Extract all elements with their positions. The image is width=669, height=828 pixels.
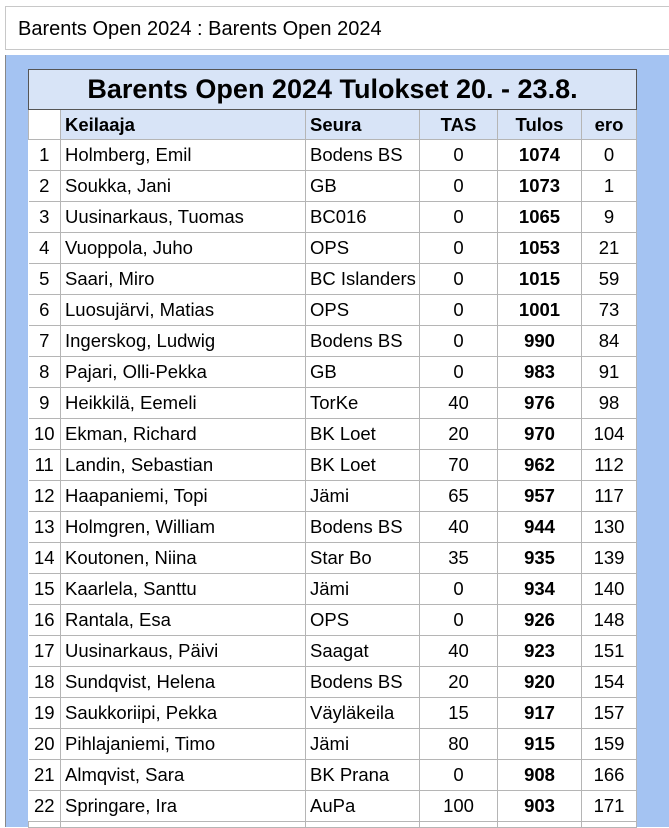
- diff-value: 130: [582, 512, 637, 543]
- player-name: Saukkoriipi, Pekka: [61, 698, 306, 729]
- rank-cell: 2: [29, 171, 61, 202]
- score-value: 1053: [498, 233, 582, 264]
- table-row: [29, 512, 637, 543]
- table-row: [29, 574, 637, 605]
- score-value: 944: [498, 512, 582, 543]
- score-value: 1073: [498, 171, 582, 202]
- table-row: [29, 698, 637, 729]
- diff-value: 73: [582, 295, 637, 326]
- results-frame[interactable]: [5, 55, 669, 827]
- diff-value: 91: [582, 357, 637, 388]
- results-body: [29, 140, 637, 828]
- tas-value: 0: [420, 264, 498, 295]
- club-name: Bodens BS: [306, 667, 420, 698]
- table-row: [29, 543, 637, 574]
- rank-cell: 15: [29, 574, 61, 605]
- column-header-player: Keilaaja: [61, 110, 306, 140]
- rank-cell: 7: [29, 326, 61, 357]
- player-name: Luosujärvi, Matias: [61, 295, 306, 326]
- score-value: 1001: [498, 295, 582, 326]
- table-row: [29, 388, 637, 419]
- score-value: 976: [498, 388, 582, 419]
- table-row: [29, 140, 637, 171]
- diff-value: 151: [582, 636, 637, 667]
- player-name: Rantala, Esa: [61, 605, 306, 636]
- table-row: [29, 326, 637, 357]
- tas-value: 65: [420, 481, 498, 512]
- rank-cell: 18: [29, 667, 61, 698]
- diff-value: 9: [582, 202, 637, 233]
- club-name: BK Loet: [306, 419, 420, 450]
- rank-cell: 4: [29, 233, 61, 264]
- player-name: Pajari, Olli-Pekka: [61, 357, 306, 388]
- diff-value: 98: [582, 388, 637, 419]
- player-name: Holmberg, Emil: [61, 140, 306, 171]
- tas-value: 70: [420, 450, 498, 481]
- table-row: [29, 450, 637, 481]
- score-value: 1074: [498, 140, 582, 171]
- tas-value: 0: [420, 326, 498, 357]
- rank-cell: 17: [29, 636, 61, 667]
- score-value: 983: [498, 357, 582, 388]
- table-row: [29, 233, 637, 264]
- tas-value: 20: [420, 667, 498, 698]
- rank-cell: 11: [29, 450, 61, 481]
- table-row: [29, 202, 637, 233]
- score-value: 990: [498, 326, 582, 357]
- column-header-score: Tulos: [498, 110, 582, 140]
- club-name: GB: [306, 171, 420, 202]
- score-value: 915: [498, 729, 582, 760]
- rank-cell: 5: [29, 264, 61, 295]
- club-name: OPS: [306, 295, 420, 326]
- tas-value: 80: [420, 729, 498, 760]
- rank-cell: 21: [29, 760, 61, 791]
- score-value: 908: [498, 760, 582, 791]
- table-row: [29, 729, 637, 760]
- player-name: Uusinarkaus, Tuomas: [61, 202, 306, 233]
- club-name: BC016: [306, 202, 420, 233]
- tas-value: 100: [420, 791, 498, 822]
- player-name: Ekman, Richard: [61, 419, 306, 450]
- column-header-club: Seura: [306, 110, 420, 140]
- score-value: 962: [498, 450, 582, 481]
- club-name: Jämi: [306, 729, 420, 760]
- score-value: 957: [498, 481, 582, 512]
- rank-cell: 8: [29, 357, 61, 388]
- club-name: Saagat: [306, 636, 420, 667]
- player-name: Soukka, Jani: [61, 171, 306, 202]
- diff-value: 1: [582, 171, 637, 202]
- club-name: OPS: [306, 233, 420, 264]
- diff-value: 140: [582, 574, 637, 605]
- score-value: 934: [498, 574, 582, 605]
- player-name: Vuoppola, Juho: [61, 233, 306, 264]
- club-name: BK Loet: [306, 450, 420, 481]
- column-header-diff: ero: [582, 110, 637, 140]
- tas-value: 40: [420, 512, 498, 543]
- player-name: Almqvist, Sara: [61, 760, 306, 791]
- diff-value: 139: [582, 543, 637, 574]
- club-name: GB: [306, 357, 420, 388]
- table-row: [29, 419, 637, 450]
- rank-cell: 19: [29, 698, 61, 729]
- score-value: 920: [498, 667, 582, 698]
- rank-cell: 13: [29, 512, 61, 543]
- player-name: Holmgren, William: [61, 512, 306, 543]
- player-name: Ingerskog, Ludwig: [61, 326, 306, 357]
- player-name: Koutonen, Niina: [61, 543, 306, 574]
- table-row: [29, 171, 637, 202]
- score-value: 1015: [498, 264, 582, 295]
- table-row: [29, 357, 637, 388]
- club-name: BK Prana: [306, 760, 420, 791]
- player-name: Sundqvist, Helena: [61, 667, 306, 698]
- score-value: 1065: [498, 202, 582, 233]
- diff-value: 104: [582, 419, 637, 450]
- club-name: BC Islanders: [306, 264, 420, 295]
- column-header-rank: [29, 110, 61, 140]
- player-name: Haapaniemi, Topi: [61, 481, 306, 512]
- score-value: 935: [498, 543, 582, 574]
- diff-value: 117: [582, 481, 637, 512]
- table-row: [29, 481, 637, 512]
- club-name: Jämi: [306, 481, 420, 512]
- diff-value: 171: [582, 791, 637, 822]
- results-table: [28, 69, 637, 828]
- club-name: TorKe: [306, 388, 420, 419]
- club-name: AuPa: [306, 791, 420, 822]
- table-row: [29, 760, 637, 791]
- player-name: Kaarlela, Santtu: [61, 574, 306, 605]
- tas-value: 35: [420, 543, 498, 574]
- diff-value: 159: [582, 729, 637, 760]
- tas-value: 0: [420, 760, 498, 791]
- tas-value: 15: [420, 698, 498, 729]
- diff-value: 157: [582, 698, 637, 729]
- diff-value: 84: [582, 326, 637, 357]
- rank-cell: 12: [29, 481, 61, 512]
- player-name: Saari, Miro: [61, 264, 306, 295]
- tas-value: 0: [420, 171, 498, 202]
- rank-cell: 20: [29, 729, 61, 760]
- table-row: [29, 295, 637, 326]
- table-row: [29, 264, 637, 295]
- window-title: Barents Open 2024 : Barents Open 2024: [5, 6, 669, 50]
- tas-value: 0: [420, 574, 498, 605]
- rank-cell: 10: [29, 419, 61, 450]
- rank-cell: 22: [29, 791, 61, 822]
- player-name: Springare, Ira: [61, 791, 306, 822]
- score-value: 903: [498, 791, 582, 822]
- player-name: Landin, Sebastian: [61, 450, 306, 481]
- player-name: Uusinarkaus, Päivi: [61, 636, 306, 667]
- club-name: Väyläkeila: [306, 698, 420, 729]
- table-title: Barents Open 2024 Tulokset 20. - 23.8.: [29, 70, 637, 110]
- score-value: 923: [498, 636, 582, 667]
- tas-value: 0: [420, 605, 498, 636]
- player-name: Heikkilä, Eemeli: [61, 388, 306, 419]
- diff-value: 59: [582, 264, 637, 295]
- club-name: Star Bo: [306, 543, 420, 574]
- table-row: [29, 605, 637, 636]
- column-header-tas: TAS: [420, 110, 498, 140]
- table-row: [29, 667, 637, 698]
- diff-value: 148: [582, 605, 637, 636]
- score-value: 970: [498, 419, 582, 450]
- diff-value: 166: [582, 760, 637, 791]
- table-row: [29, 636, 637, 667]
- rank-cell: 9: [29, 388, 61, 419]
- player-name: Pihlajaniemi, Timo: [61, 729, 306, 760]
- score-value: 917: [498, 698, 582, 729]
- diff-value: 21: [582, 233, 637, 264]
- tas-value: 0: [420, 357, 498, 388]
- tas-value: 0: [420, 140, 498, 171]
- diff-value: 154: [582, 667, 637, 698]
- club-name: Bodens BS: [306, 512, 420, 543]
- tas-value: 0: [420, 233, 498, 264]
- tas-value: 0: [420, 202, 498, 233]
- rank-cell: 1: [29, 140, 61, 171]
- club-name: Jämi: [306, 574, 420, 605]
- club-name: Bodens BS: [306, 140, 420, 171]
- club-name: Bodens BS: [306, 326, 420, 357]
- rank-cell: 6: [29, 295, 61, 326]
- club-name: OPS: [306, 605, 420, 636]
- tas-value: 0: [420, 295, 498, 326]
- rank-cell: 3: [29, 202, 61, 233]
- rank-cell: 14: [29, 543, 61, 574]
- tas-value: 20: [420, 419, 498, 450]
- diff-value: 112: [582, 450, 637, 481]
- diff-value: 0: [582, 140, 637, 171]
- tas-value: 40: [420, 388, 498, 419]
- tas-value: 40: [420, 636, 498, 667]
- rank-cell: 16: [29, 605, 61, 636]
- table-row: [29, 791, 637, 822]
- score-value: 926: [498, 605, 582, 636]
